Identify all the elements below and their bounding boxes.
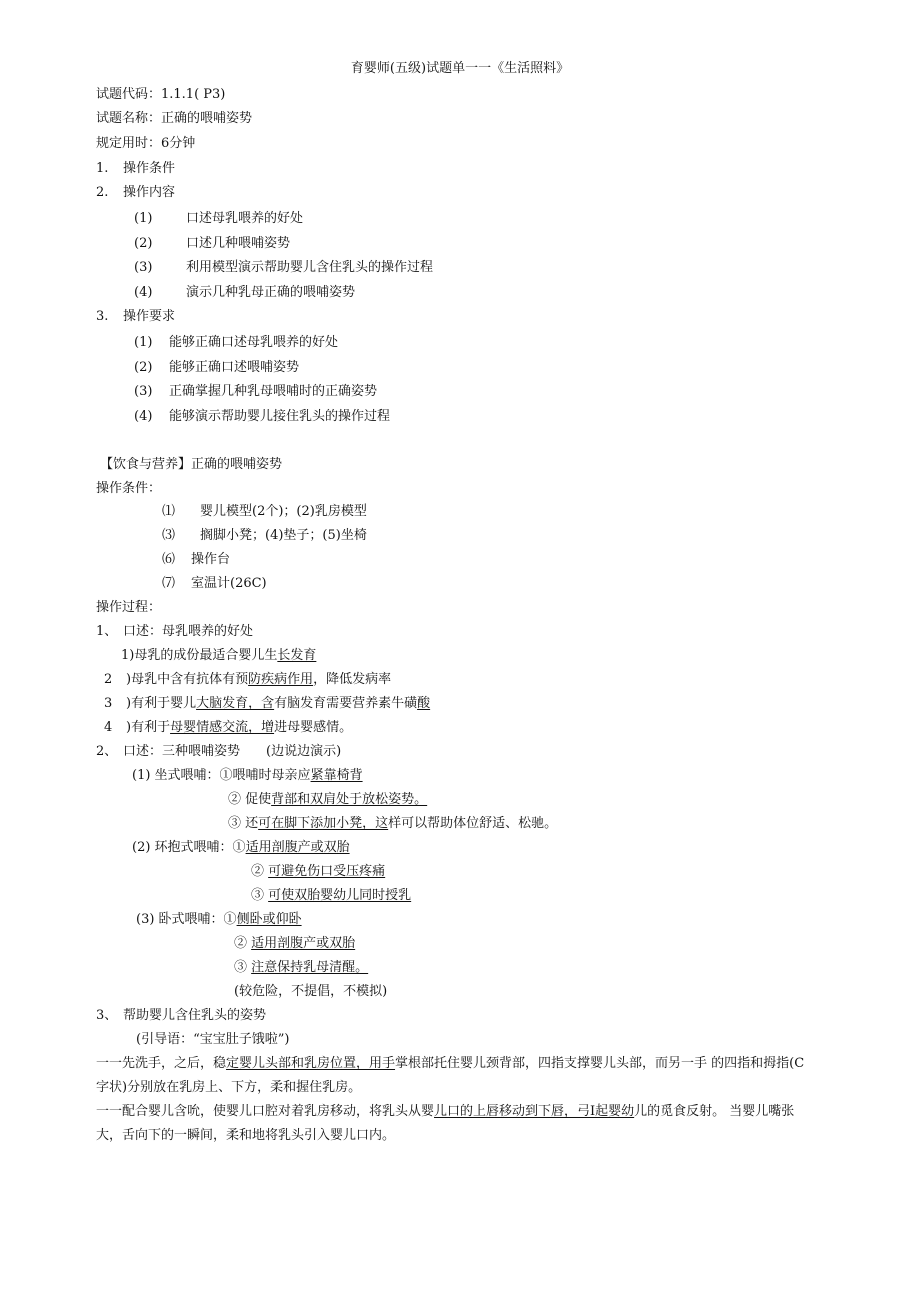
section-heading: 【饮食与营养】正确的喂哺姿势 [100,457,283,472]
exam-name: 试题名称：正确的喂哺姿势 [96,111,253,126]
posture-sitting-3: ③ 还可在脚下添加小凳，这样可以帮助体位舒适、松驰。 [228,816,558,831]
conditions-label: 操作条件： [96,481,162,496]
list-item: (4) 演示几种乳母正确的喂哺姿势 [134,285,356,300]
step-1-line-2: 2 )母乳中含有抗体有预防疾病作用，降低发病率 [104,672,392,687]
posture-lying-3: ③ 注意保持乳母清醒。 [234,960,369,975]
step-3-intro: (引导语：“宝宝肚子饿啦”) [136,1032,290,1047]
posture-lying-2: ② 适用剖腹产或双胎 [234,936,356,951]
time-limit: 规定用时：6分钟 [96,136,196,151]
step-1: 1、 口述：母乳喂养的好处 [96,624,254,639]
posture-sitting: (1) 坐式喂哺：①喂哺时母亲应紧靠椅背 [132,768,363,783]
list-item: (4) 能够演示帮助婴儿接住乳头的操作过程 [134,409,391,424]
section-2: 2. 操作内容 [96,185,176,200]
step-1-line-1: 1)母乳的成份最适合婴儿生长发育 [121,648,317,663]
step-3: 3、 帮助婴儿含住乳头的姿势 [96,1008,267,1023]
list-item: (3) 利用模型演示帮助婴儿含住乳头的操作过程 [134,260,434,275]
posture-lying-note: (较危险，不提倡，不模拟) [234,984,388,999]
condition-item: ⑶ 搁脚小凳；(4)垫子；(5)坐椅 [162,528,367,543]
section-1: 1. 操作条件 [96,161,176,176]
list-item: (2) 口述几种喂哺姿势 [134,236,291,251]
condition-item: ⑴ 婴儿模型(2个)；(2)乳房模型 [162,504,367,519]
list-item: (1) 能够正确口述母乳喂养的好处 [134,335,339,350]
posture-cradle-2: ② 可避免伤口受压疼痛 [251,864,386,879]
paragraph-2: 一一配合婴儿含吮，使婴儿口腔对着乳房移动，将乳头从婴儿口的上唇移动到下唇，弓I起婴幼儿的觅食反射。 当婴儿嘴张 [96,1104,795,1119]
paragraph-1: 一一先洗手，之后，稳定婴儿头部和乳房位置，用手掌根部托住婴儿颈背部，四指支撑婴儿头部，而另一手 的四指和拇指(C [96,1056,805,1071]
list-item: (1) 口述母乳喂养的好处 [134,211,304,226]
exam-code: 试题代码：1.1.1( P3) [96,87,226,102]
paragraph-2-cont: 大，舌向下的一瞬间，柔和地将乳头引入婴儿口内。 [96,1128,396,1143]
condition-item: ⑹ 操作台 [162,552,231,567]
list-item: (3) 正确掌握几种乳母喂哺时的正确姿势 [134,384,378,399]
step-1-line-4: 4 )有利于母婴情感交流，增进母婴感情。 [104,720,353,735]
condition-item: ⑺ 室温计(26C) [162,576,267,591]
step-1-line-3: 3 )有利于婴儿大脑发育，含有脑发育需要营养素牛磺酸 [104,696,431,711]
section-3: 3. 操作要求 [96,309,176,324]
posture-cradle: (2) 环抱式喂哺：①适用剖腹产或双胎 [132,840,350,855]
step-2: 2、 口述：三种喂哺姿势 (边说边演示) [96,744,342,759]
posture-lying: (3) 卧式喂哺：①侧卧或仰卧 [136,912,302,927]
page-title: 育婴师(五级)试题单一一《生活照料》 [350,61,570,76]
posture-cradle-3: ③ 可使双胎婴幼儿同时授乳 [251,888,412,903]
list-item: (2) 能够正确口述喂哺姿势 [134,360,300,375]
posture-sitting-2: ② 促使背部和双肩处于放松姿势。 [228,792,428,807]
paragraph-1-cont: 字状)分别放在乳房上、下方，柔和握住乳房。 [96,1080,362,1095]
process-label: 操作过程： [96,600,162,615]
